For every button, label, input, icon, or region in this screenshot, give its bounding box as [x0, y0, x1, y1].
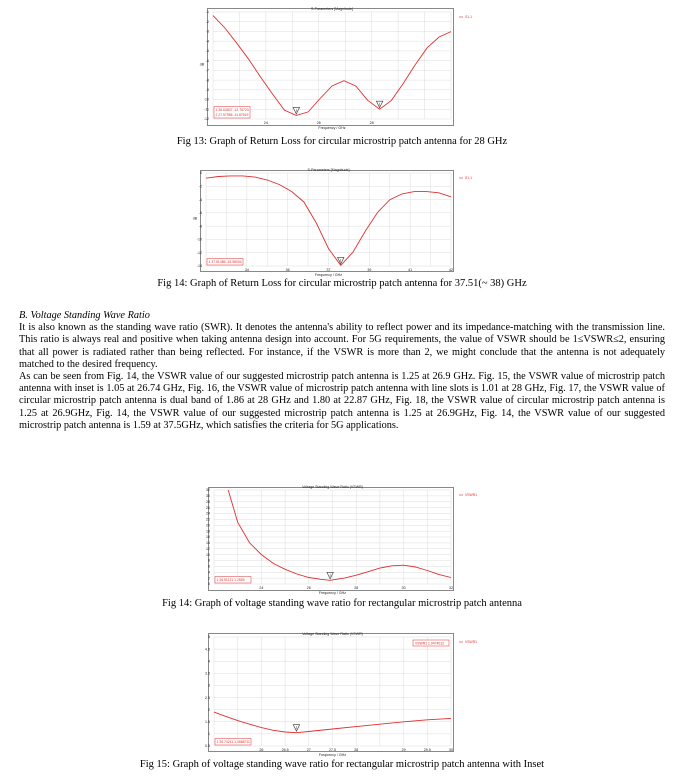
x-tick-label: 28: [354, 586, 359, 590]
y-tick-label: -10: [203, 97, 209, 102]
marker-readout-text: 1 26.63837 -12.76723: [215, 108, 249, 113]
y-tick-label: -12: [203, 117, 209, 122]
y-tick-label: 1.5: [205, 719, 210, 724]
x-axis-label: Frequency / GHz: [318, 753, 347, 757]
y-tick-label: 22: [206, 517, 210, 522]
section-paragraph: It is also known as the standing wave ratio (SWR). It denotes the antenna's ability to reflect power and its impedance-matching with the transmission line. This ratio is always real and positive when taking antenna design into account. For 5G requirements, the value of VSWR should be 1≤VSWR≤2, ensuring that all power is radiated rather than being reflected. For instance, if the VSWR is more than 2, we might conclude that the antenna is not adequately matched to the desired frequency.: [19, 322, 665, 370]
section-paragraph: As can be seen from Fig. 14, the VSWR value of our suggested microstrip patch antenna is 1.25 at 26.9 GHz. Fig. 15, the VSWR value of microstrip patch antenna with inset is 1.05 at 26.74 GHz, Fig. 16, the VSWR value of microstrip patch antenna with line slots is 1.01 at 28 GHz, Fig. 17, the VSWR value of circular microstrip patch antenna is dual band of 1.86 at 28 GHz and 1.80 at 22.87 GHz, Fig. 18, the VSWR value of circular microstrip patch antenna is 1.25 at 26.9GHz, Fig. 14, the VSWR value of our suggested microstrip patch antenna is 1.25 at 26.9GHz, Fig. 14, the VSWR value of our suggested microstrip patch antenna is 1.59 at 37.5GHz, which satisfies the criteria for 5G applications.: [19, 371, 665, 431]
y-tick-label: -6: [198, 211, 202, 216]
y-tick-label: 4.5: [205, 647, 210, 652]
figure-caption: Fig 13: Graph of Return Loss for circular microstrip patch antenna for 28 GHz: [176, 136, 508, 147]
marker-readout-box-right: [413, 640, 449, 646]
y-tick-label: 0.5: [205, 744, 210, 749]
x-tick-label: 34: [244, 268, 249, 272]
x-axis-label: Frequency / GHz: [318, 126, 346, 130]
y-tick-label: 26: [206, 505, 210, 510]
chart-title: S-Parameters [Magnitude]: [307, 168, 350, 172]
y-tick-label: -9: [205, 88, 209, 93]
marker-readout-box: [215, 739, 251, 746]
y-tick-label: 12: [206, 546, 210, 551]
y-tick-label: 0: [208, 582, 210, 587]
y-tick-label: -2: [205, 19, 209, 24]
y-axis-label: dB: [192, 216, 198, 221]
x-tick-label: 37: [326, 268, 331, 272]
y-tick-label: 2.5: [205, 695, 210, 700]
y-tick-label: 8: [208, 558, 210, 563]
x-tick-label: 27.5: [329, 748, 336, 752]
legend-entry: S1,1: [465, 15, 472, 19]
x-tick-label: 29: [401, 748, 406, 752]
y-tick-label: 32: [206, 488, 210, 493]
y-tick-label: -2: [198, 184, 202, 189]
section-heading: B. Voltage Standing Wave Ratio: [19, 310, 150, 321]
y-tick-label: -8: [205, 78, 209, 83]
x-tick-label: 29.5: [423, 748, 431, 752]
x-tick-label: 39: [367, 268, 372, 272]
marker-readout-text: 1 26.74211 1.0568711: [216, 740, 250, 745]
x-tick-label: 30: [401, 586, 406, 590]
y-tick-label: 10: [206, 552, 210, 557]
figure-caption: Fig 15: Graph of voltage standing wave ratio for rectangular microstrip patch antenna with Inset: [139, 759, 545, 770]
legend-entry: VSWR1: [465, 640, 478, 644]
y-tick-label: 1: [208, 732, 210, 737]
x-tick-label: 26.5: [281, 748, 289, 752]
x-tick-label: 27: [306, 748, 311, 752]
y-tick-label: 4: [208, 570, 210, 575]
y-tick-label: 16: [206, 535, 210, 540]
y-tick-label: -3: [205, 29, 209, 34]
chart-title: Voltage Standing Wave Ratio (VSWR): [302, 485, 363, 489]
y-axis-label: dB: [199, 62, 205, 67]
marker-readout-text: 1 37.51486 -15.98004: [208, 260, 242, 265]
y-tick-label: -7: [205, 68, 209, 73]
figure-caption: Fig 14: Graph of voltage standing wave ratio for rectangular microstrip patch antenna: [162, 598, 522, 609]
x-axis-label: Frequency / GHz: [318, 591, 347, 595]
legend-entry: S1,1: [465, 176, 472, 180]
y-tick-label: 20: [206, 523, 210, 528]
marker-readout-text: VSWR1 1.0474012: [415, 641, 445, 646]
y-tick-label: -14: [196, 264, 202, 269]
y-tick-label: 5: [208, 635, 210, 640]
x-tick-label: 26: [316, 121, 321, 125]
x-tick-label: 30: [449, 748, 453, 752]
y-tick-label: -6: [205, 58, 209, 63]
y-tick-label: -11: [204, 107, 209, 112]
legend-entry: VSWR1: [465, 493, 478, 497]
x-tick-label: 36: [285, 268, 290, 272]
x-axis-label: Frequency / GHz: [314, 273, 343, 277]
x-tick-label: 42: [449, 268, 453, 272]
chart-title: S-Parameters [Magnitude]: [311, 7, 353, 11]
y-tick-label: -4: [198, 197, 202, 202]
y-tick-label: -8: [198, 224, 202, 229]
y-tick-label: 24: [206, 511, 210, 516]
x-tick-label: 41: [408, 268, 413, 272]
x-tick-label: 32: [449, 586, 453, 590]
y-tick-label: -1: [205, 10, 209, 15]
y-tick-label: -10: [196, 237, 202, 242]
y-tick-label: 30: [206, 494, 210, 499]
chart-title: Voltage Standing Wave Ratio (VSWR): [302, 632, 363, 636]
marker-readout-text: 1 26.91121 1.2559: [216, 578, 245, 583]
marker-readout-text: 2 27.97956 -11.87519: [215, 113, 249, 118]
y-tick-label: 18: [206, 529, 210, 534]
y-tick-label: -5: [205, 49, 209, 54]
y-tick-label: 6: [208, 564, 210, 569]
x-tick-label: 28: [369, 121, 374, 125]
y-tick-label: 2: [208, 576, 210, 581]
y-tick-label: 4: [208, 659, 210, 664]
x-tick-label: 24: [263, 121, 268, 125]
y-tick-label: -4: [205, 39, 209, 44]
x-tick-label: 24: [259, 586, 264, 590]
figure-caption: Fig 14: Graph of Return Loss for circular microstrip patch antenna for 37.51(~ 38) GHz: [157, 278, 527, 289]
x-tick-label: 26: [259, 748, 264, 752]
x-tick-label: 26: [306, 586, 311, 590]
y-tick-label: 14: [206, 541, 210, 546]
y-tick-label: 2: [208, 707, 210, 712]
y-tick-label: 3: [208, 683, 210, 688]
y-tick-label: -12: [196, 250, 202, 255]
y-tick-label: 0: [200, 171, 202, 176]
y-tick-label: 3.5: [205, 671, 210, 676]
y-tick-label: 28: [206, 499, 210, 504]
x-tick-label: 28: [354, 748, 359, 752]
